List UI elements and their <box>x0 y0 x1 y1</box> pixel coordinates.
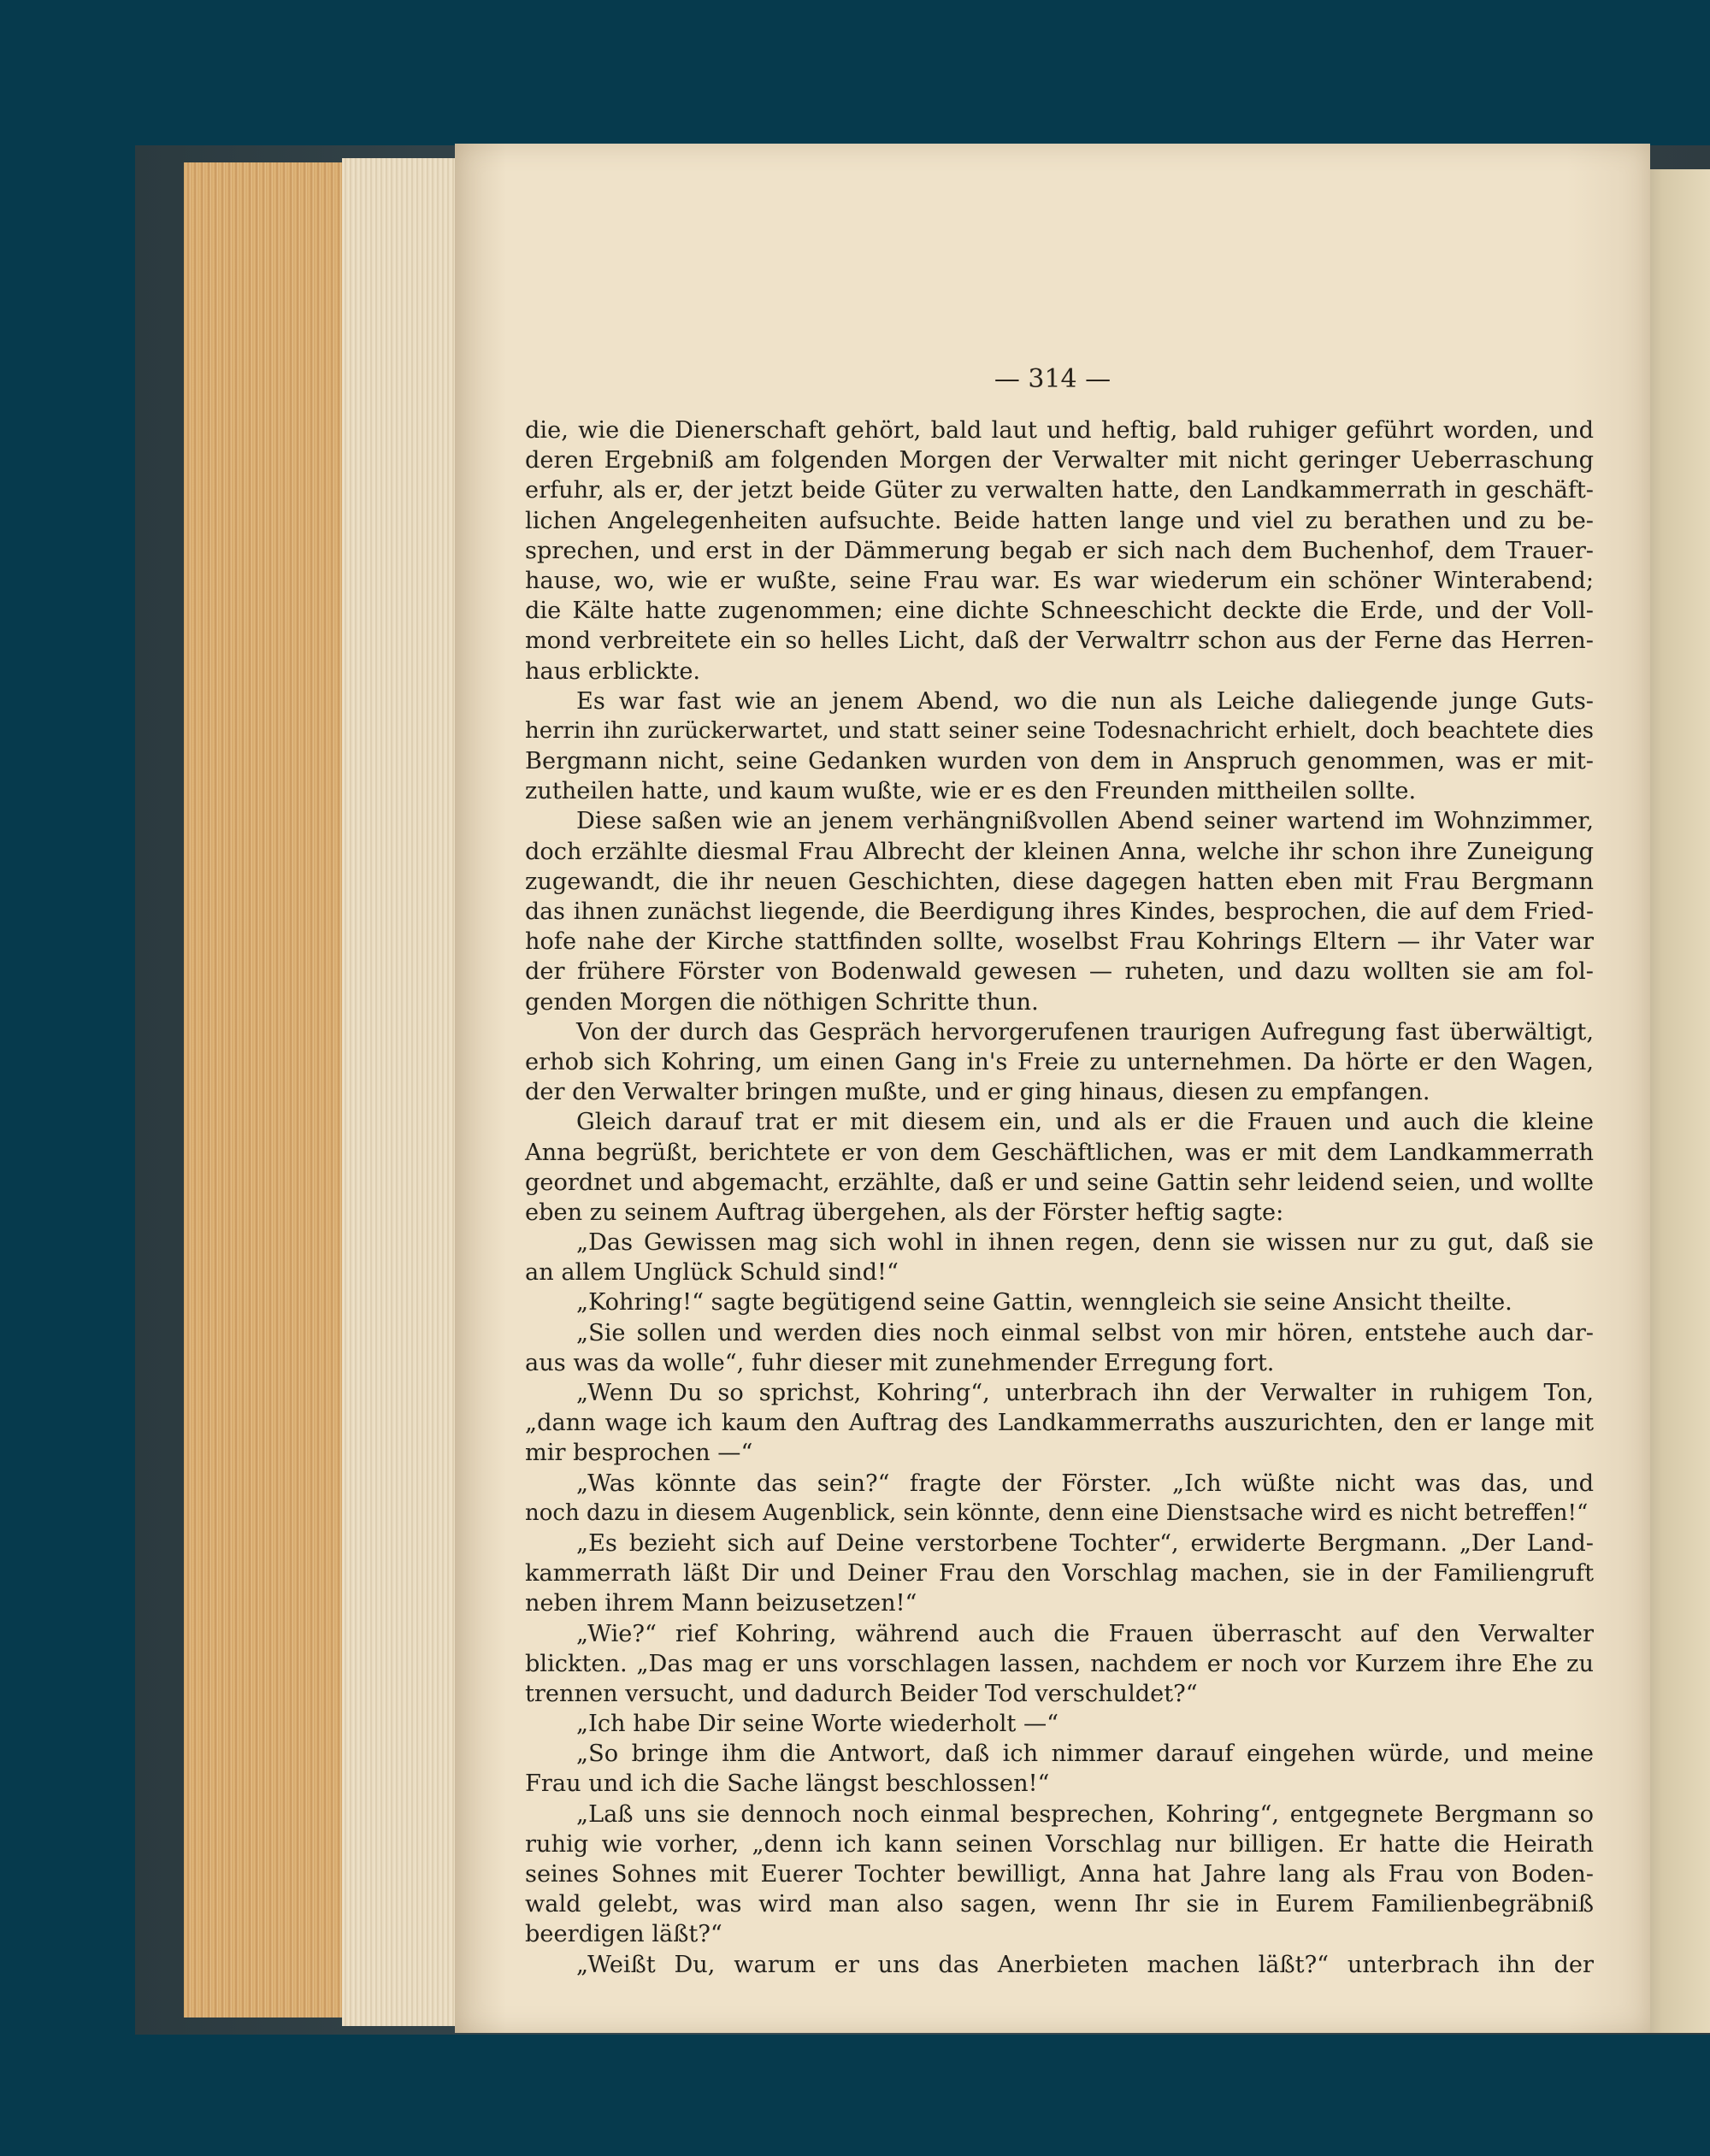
text-line: doch erzählte diesmal Frau Albrecht der kleinen Anna, welche ihr schon ihre Zuneigung <box>525 838 1594 865</box>
text-line: mond verbreitete ein so helles Licht, daß der Verwaltrr schon aus der Ferne das Herren- <box>525 627 1594 655</box>
text-line: „Ich habe Dir seine Worte wiederholt —“ <box>576 1711 1059 1738</box>
text-line: an allem Unglück Schuld sind!“ <box>525 1259 899 1287</box>
text-line: „So bringe ihm die Antwort, daß ich nimmer darauf eingehen würde, und meine <box>576 1741 1594 1768</box>
text-line: die, wie die Dienerschaft gehört, bald laut und heftig, bald ruhiger geführt worden, und <box>525 417 1594 444</box>
text-line: „Wie?“ rief Kohring, während auch die Frauen überrascht auf den Verwalter <box>576 1620 1594 1647</box>
text-line: „dann wage ich kaum den Auftrag des Landkammerraths auszurichten, den er lange mit <box>525 1410 1594 1437</box>
text-line: Gleich darauf trat er mit diesem ein, und als er die Frauen und auch die kleine <box>576 1109 1594 1136</box>
text-line: zugewandt, die ihr neuen Geschichten, diese dagegen hatten eben mit Frau Bergmann <box>525 868 1594 895</box>
text-line: deren Ergebniß am folgenden Morgen der Verwalter mit nicht geringer Ueberraschung <box>525 447 1594 474</box>
text-line: eben zu seinem Auftrag übergehen, als der Förster heftig sagte: <box>525 1199 1284 1226</box>
text-line: zutheilen hatte, und kaum wußte, wie er es den Freunden mittheilen sollte. <box>525 778 1417 805</box>
text-line: seines Sohnes mit Euerer Tochter bewilligt, Anna hat Jahre lang als Frau von Boden- <box>525 1861 1594 1888</box>
text-line: erhob sich Kohring, um einen Gang in's Freie zu unternehmen. Da hörte er den Wagen, <box>525 1048 1594 1075</box>
text-line: die Kälte hatte zugenommen; eine dichte Schneeschicht deckte die Erde, und der Voll- <box>525 598 1594 625</box>
book-page <box>455 144 1650 2033</box>
text-line: mir besprochen —“ <box>525 1440 753 1467</box>
text-line: lichen Angelegenheiten aufsuchte. Beide hatten lange und viel zu berathen und zu be- <box>525 507 1594 534</box>
text-line: kammerrath läßt Dir und Deiner Frau den Vorschlag machen, sie in der Familiengruft <box>525 1560 1594 1588</box>
text-line: wald gelebt, was wird man also sagen, wenn Ihr sie in Eurem Familienbegräbniß <box>525 1891 1594 1918</box>
text-line: Von der durch das Gespräch hervorgerufenen traurigen Aufregung fast überwältigt, <box>576 1018 1594 1046</box>
text-line: sprechen, und erst in der Dämmerung begab er sich nach dem Buchenhof, dem Trauer- <box>525 537 1594 564</box>
text-line: beerdigen läßt?“ <box>525 1921 722 1948</box>
text-line: hofe nahe der Kirche stattfinden sollte, woselbst Frau Kohrings Eltern — ihr Vater war <box>525 928 1594 956</box>
text-line: geordnet und abgemacht, erzählte, daß er und seine Gattin sehr leidend seien, und wollte <box>525 1169 1594 1196</box>
text-line: der den Verwalter bringen mußte, und er ging hinaus, diesen zu empfangen. <box>525 1079 1430 1106</box>
text-line: Diese saßen wie an jenem verhängnißvollen Abend seiner wartend im Wohnzimmer, <box>576 808 1594 835</box>
page-text <box>525 415 1594 1980</box>
text-line: Anna begrüßt, berichtete er von dem Geschäftlichen, was er mit dem Landkammerrath <box>525 1139 1594 1166</box>
text-line: trennen versucht, und dadurch Beider Tod verschuldet?“ <box>525 1680 1198 1707</box>
text-line: „Laß uns sie dennoch noch einmal besprechen, Kohring“, entgegnete Bergmann so <box>576 1800 1594 1828</box>
text-line: der frühere Förster von Bodenwald gewesen — ruheten, und dazu wollten sie am fol- <box>525 958 1594 986</box>
page-number: — 314 — <box>994 364 1112 394</box>
text-line: „Es bezieht sich auf Deine verstorbene Tochter“, erwiderte Bergmann. „Der Land- <box>576 1529 1594 1557</box>
text-line: blickten. „Das mag er uns vorschlagen lassen, nachdem er noch vor Kurzem ihre Ehe zu <box>525 1650 1594 1677</box>
text-line: ruhig wie vorher, „denn ich kann seinen Vorschlag nur billigen. Er hatte die Heirath <box>525 1830 1594 1858</box>
text-line: „Wenn Du so sprichst, Kohring“, unterbrach ihn der Verwalter in ruhigem Ton, <box>576 1380 1594 1406</box>
text-line: „Was könnte das sein?“ fragte der Förster. „Ich wüßte nicht was das, und <box>576 1470 1594 1497</box>
text-line: Bergmann nicht, seine Gedanken wurden von dem in Anspruch genommen, was er mit- <box>525 748 1594 775</box>
text-line: „Kohring!“ sagte begütigend seine Gattin, wenngleich sie seine Ansicht theilte. <box>576 1289 1512 1317</box>
text-line: Es war fast wie an jenem Abend, wo die nun als Leiche daliegende junge Guts- <box>576 687 1594 715</box>
text-line: aus was da wolle“, fuhr dieser mit zunehmender Erregung fort. <box>525 1349 1275 1376</box>
text-line: „Sie sollen und werden dies noch einmal selbst von mir hören, entstehe auch dar- <box>576 1319 1594 1346</box>
text-line: noch dazu in diesem Augenblick, sein könnte, denn eine Dienstsache wird es nicht betreffen!“ <box>525 1499 1589 1526</box>
page-stack-block <box>342 158 470 2026</box>
text-line: genden Morgen die nöthigen Schritte thun. <box>525 988 1039 1016</box>
text-line: herrin ihn zurückerwartet, und statt seiner seine Todesnachricht erhielt, doch beachtete dies <box>525 717 1594 744</box>
text-line: erfuhr, als er, der jetzt beide Güter zu verwalten hatte, den Landkammerrath in geschäft- <box>525 477 1594 504</box>
text-line: hause, wo, wie er wußte, seine Frau war. Es war wiederum ein schöner Winterabend; <box>525 567 1594 594</box>
text-line: „Das Gewissen mag sich wohl in ihnen regen, denn sie wissen nur zu gut, daß sie <box>576 1229 1594 1257</box>
text-line: das ihnen zunächst liegende, die Beerdigung ihres Kindes, besprochen, die auf dem Fried- <box>525 898 1594 925</box>
text-line: „Weißt Du, warum er uns das Anerbieten machen läßt?“ unterbrach ihn der <box>576 1951 1594 1978</box>
text-line: Frau und ich die Sache längst beschlossen!“ <box>525 1770 1050 1798</box>
text-line: haus erblickte. <box>525 657 701 685</box>
text-line: neben ihrem Mann beizusetzen!“ <box>525 1590 917 1617</box>
